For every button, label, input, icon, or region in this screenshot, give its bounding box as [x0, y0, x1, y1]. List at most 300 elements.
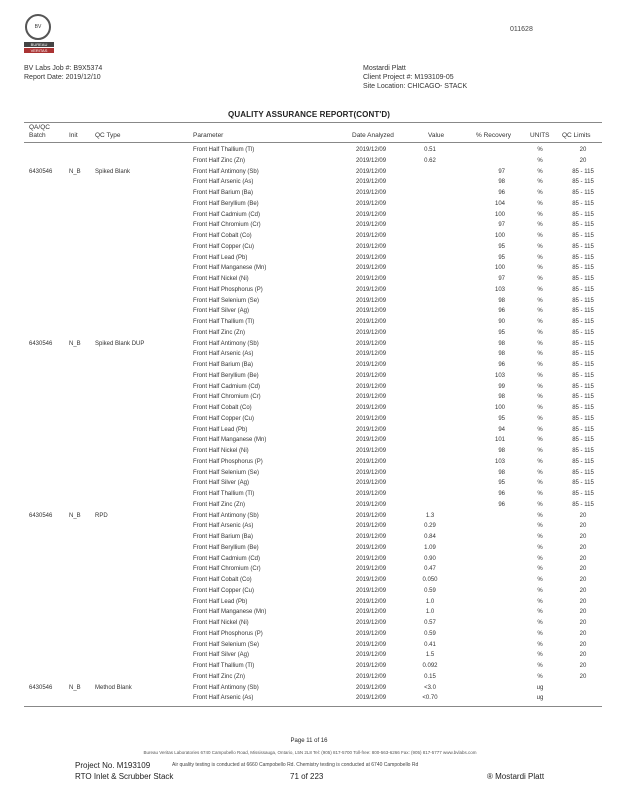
row-recovery [470, 597, 505, 608]
row-parameter: Front Half Arsenic (As) [193, 695, 254, 702]
table-row [0, 177, 618, 188]
row-units: % [537, 286, 543, 293]
row-parameter: Front Half Arsenic (As) [193, 523, 254, 530]
top-page-number: 011628 [510, 26, 533, 33]
col-header-units: UNITS [530, 132, 550, 139]
row-limits: 85 - 115 [572, 276, 594, 282]
table-row [0, 607, 618, 618]
row-limits: 85 - 115 [572, 491, 594, 497]
row-limits: 85 - 115 [572, 480, 594, 487]
table-row [0, 457, 618, 468]
table-row [0, 360, 618, 371]
row-recovery: 95 [498, 415, 505, 422]
row-date: 2019/12/09 [356, 308, 387, 315]
row-parameter: Front Half Nickel (Ni) [193, 276, 249, 282]
row-parameter: Front Half Zinc (Zn) [193, 329, 246, 336]
footer-lab-address: Bureau Veritas Laboratories 6740 Campobello Road, Mississauga, Ontario, L5N 2L8 Tel: (905) 817-5700 Toll-free: 800-563-6266 Fax: (905) 817-5777 www.bvlabs.com [143, 750, 477, 755]
row-value: 1.0 [425, 598, 435, 605]
row-recovery: 99 [498, 383, 505, 390]
row-date: 2019/12/09 [356, 329, 387, 336]
row-value [410, 392, 450, 403]
row-date: 2019/12/09 [356, 297, 387, 304]
table-row [0, 693, 618, 704]
row-limits: 85 - 115 [572, 211, 594, 218]
row-parameter: Front Half Thallium (Tl) [193, 491, 255, 497]
table-header-rule [24, 142, 602, 143]
row-units: % [537, 233, 543, 239]
row-limits: 85 - 115 [572, 265, 594, 272]
row-date: 2019/12/09 [356, 179, 387, 186]
row-value [410, 253, 450, 264]
row-recovery [470, 672, 505, 683]
row-value [410, 242, 450, 253]
row-limits: 85 - 115 [572, 415, 594, 422]
table-row [0, 371, 618, 382]
row-parameter: Front Half Lead (Pb) [193, 254, 248, 261]
table-row [0, 446, 618, 457]
row-units: % [537, 147, 543, 153]
row-recovery: 103 [494, 372, 505, 379]
row-parameter: Front Half Zinc (Zn) [193, 157, 246, 164]
row-parameter: Front Half Beryllium (Be) [193, 544, 259, 551]
row-limits: 85 - 115 [572, 233, 594, 239]
table-row [0, 145, 618, 156]
row-value [410, 188, 450, 199]
row-value [410, 446, 450, 457]
row-limits: 20 [579, 630, 587, 637]
row-recovery: 97 [498, 222, 505, 229]
row-recovery: 103 [494, 458, 505, 465]
table-row [0, 554, 618, 565]
row-units: % [537, 469, 543, 476]
row-units: % [537, 426, 543, 433]
row-units: % [537, 211, 543, 218]
table-row [0, 392, 618, 403]
row-units: % [537, 243, 543, 250]
row-date: 2019/12/09 [356, 190, 387, 196]
row-limits: 20 [579, 673, 587, 680]
row-parameter: Front Half Phosphorus (P) [193, 286, 263, 293]
row-units: % [537, 673, 543, 680]
row-value [410, 306, 450, 317]
row-parameter: Front Half Chromium (Cr) [193, 394, 261, 401]
row-date: 2019/12/09 [356, 491, 387, 497]
footer-brand [487, 772, 544, 781]
row-value: 1.0 [425, 609, 435, 616]
row-recovery: 98 [498, 340, 505, 347]
row-value: 0.47 [424, 566, 436, 573]
row-units: % [537, 190, 543, 196]
brand-mark-icon: ® [487, 772, 493, 781]
row-value: 0.51 [424, 147, 436, 153]
row-value: 0.59 [424, 587, 436, 594]
row-recovery: 95 [498, 243, 505, 250]
row-units: % [537, 523, 543, 530]
row-value: 0.41 [424, 641, 436, 648]
row-parameter: Front Half Antimony (Sb) [193, 512, 259, 519]
row-recovery: 96 [498, 501, 505, 508]
row-recovery: 98 [498, 394, 505, 401]
row-units: % [537, 480, 543, 487]
row-parameter: Front Half Thallium (Tl) [193, 147, 255, 153]
row-units: ug [536, 695, 544, 702]
row-value [410, 177, 450, 188]
table-row [0, 242, 618, 253]
row-parameter: Front Half Lead (Pb) [193, 598, 248, 605]
row-date: 2019/12/09 [356, 663, 387, 669]
row-batch: 6430546 [29, 684, 53, 691]
table-row [0, 188, 618, 199]
row-limits: 20 [579, 147, 587, 153]
row-recovery [470, 543, 505, 554]
row-limits: 85 - 115 [572, 297, 594, 304]
row-parameter: Front Half Barium (Ba) [193, 534, 254, 540]
row-parameter: Front Half Arsenic (As) [193, 351, 254, 358]
row-limits: 20 [579, 566, 587, 573]
table-row [0, 199, 618, 210]
row-limits: 85 - 115 [572, 179, 594, 186]
row-limits: 85 - 115 [572, 501, 594, 508]
table-row [0, 317, 618, 328]
row-parameter: Front Half Thallium (Tl) [193, 663, 255, 669]
row-units: ug [536, 684, 544, 691]
row-units: % [537, 405, 543, 411]
row-value [410, 403, 450, 414]
table-row [0, 210, 618, 221]
row-date: 2019/12/09 [356, 620, 387, 626]
row-units: % [537, 329, 543, 336]
col-header-parameter: Parameter [193, 132, 224, 139]
row-value [410, 371, 450, 382]
row-date: 2019/12/09 [356, 695, 387, 702]
row-date: 2019/12/09 [356, 233, 387, 239]
row-limits: 20 [579, 512, 587, 519]
table-row [0, 349, 618, 360]
row-date: 2019/12/09 [356, 501, 387, 508]
row-recovery: 104 [494, 200, 505, 207]
row-recovery: 100 [494, 405, 505, 411]
row-limits: 20 [579, 157, 587, 164]
row-init: N_B [69, 168, 81, 175]
row-date: 2019/12/09 [356, 383, 387, 390]
row-recovery [470, 629, 505, 640]
row-parameter: Front Half Silver (Ag) [193, 308, 250, 315]
row-qc-type: Method Blank [95, 684, 132, 691]
row-limits: 85 - 115 [572, 469, 594, 476]
row-units: % [537, 394, 543, 401]
row-units: % [537, 222, 543, 229]
row-date: 2019/12/09 [356, 437, 387, 444]
table-row [0, 425, 618, 436]
row-qc-type: Spiked Blank DUP [95, 340, 145, 347]
row-units: % [537, 566, 543, 573]
row-recovery [470, 145, 505, 156]
row-units: % [537, 340, 543, 347]
table-row [0, 231, 618, 242]
row-date: 2019/12/09 [356, 168, 387, 175]
row-units: % [537, 265, 543, 272]
row-parameter: Front Half Manganese (Mn) [193, 265, 267, 272]
client-project: Client Project #: M193109-05 [363, 74, 454, 81]
table-row [0, 403, 618, 414]
table-row [0, 521, 618, 532]
row-units: % [537, 437, 543, 444]
row-units: % [537, 458, 543, 465]
row-value [410, 199, 450, 210]
footer-site: RTO Inlet & Scrubber Stack [75, 772, 174, 781]
table-row [0, 661, 618, 672]
row-date: 2019/12/09 [356, 630, 387, 637]
row-recovery [470, 156, 505, 167]
row-units: % [537, 652, 543, 659]
row-date: 2019/12/09 [356, 276, 387, 282]
row-value: 1.3 [425, 512, 435, 519]
lab-job-number: BV Labs Job #: B9X5374 [24, 65, 103, 72]
table-row [0, 328, 618, 339]
row-parameter: Front Half Lead (Pb) [193, 426, 248, 433]
row-recovery [470, 607, 505, 618]
row-limits: 85 - 115 [572, 405, 594, 411]
row-units: % [537, 534, 543, 540]
row-limits: 20 [579, 534, 587, 540]
row-init: N_B [69, 340, 81, 347]
col-header-batch-line2: Batch [29, 132, 46, 139]
row-limits: 20 [579, 620, 587, 626]
row-limits: 20 [579, 641, 587, 648]
row-date: 2019/12/09 [356, 405, 387, 411]
table-row [0, 640, 618, 651]
row-parameter: Front Half Selenium (Se) [193, 641, 260, 648]
row-units: % [537, 297, 543, 304]
row-parameter: Front Half Chromium (Cr) [193, 566, 261, 573]
row-value: 0.15 [424, 673, 436, 680]
row-parameter: Front Half Cadmium (Cd) [193, 383, 261, 390]
row-value: 0.29 [424, 523, 436, 530]
row-recovery: 100 [494, 211, 505, 218]
table-row [0, 650, 618, 661]
row-parameter: Front Half Antimony (Sb) [193, 168, 259, 175]
row-value [410, 220, 450, 231]
row-value [410, 360, 450, 371]
table-row [0, 414, 618, 425]
col-header-qc-type: QC Type [95, 132, 121, 139]
row-parameter: Front Half Copper (Cu) [193, 415, 255, 422]
row-date: 2019/12/09 [356, 157, 387, 164]
row-limits: 85 - 115 [572, 340, 594, 347]
table-row [0, 167, 618, 178]
row-units: % [537, 587, 543, 594]
row-value: 1.5 [425, 652, 435, 659]
table-row [0, 220, 618, 231]
row-units: % [537, 319, 543, 325]
row-date: 2019/12/09 [356, 587, 387, 594]
row-limits: 85 - 115 [572, 286, 594, 293]
row-limits: 85 - 115 [572, 319, 594, 325]
row-date: 2019/12/09 [356, 211, 387, 218]
row-limits: 85 - 115 [572, 190, 594, 196]
logo-band-bottom: VERITAS [24, 48, 54, 53]
row-recovery: 103 [494, 286, 505, 293]
seal-icon: BV [25, 14, 51, 40]
row-units: % [537, 448, 543, 454]
row-units: % [537, 641, 543, 648]
row-date: 2019/12/09 [356, 200, 387, 207]
row-parameter: Front Half Zinc (Zn) [193, 501, 246, 508]
row-units: % [537, 276, 543, 282]
row-units: % [537, 362, 543, 368]
client-name: Mostardi Platt [363, 65, 406, 72]
row-units: % [537, 598, 543, 605]
row-recovery: 98 [498, 297, 505, 304]
row-parameter: Front Half Cobalt (Co) [193, 405, 252, 411]
row-recovery: 97 [498, 168, 505, 175]
row-value: 0.59 [424, 630, 436, 637]
row-recovery [470, 683, 505, 694]
row-batch: 6430546 [29, 340, 53, 347]
col-header-recovery: % Recovery [476, 132, 512, 139]
row-parameter: Front Half Nickel (Ni) [193, 620, 249, 626]
row-recovery [470, 661, 505, 672]
row-limits: 20 [579, 652, 587, 659]
row-parameter: Front Half Cadmium (Cd) [193, 555, 261, 562]
row-value: 0.62 [424, 157, 436, 164]
row-limits: 20 [579, 609, 587, 616]
row-units: % [537, 663, 543, 669]
bureau-veritas-logo [24, 14, 54, 58]
row-date: 2019/12/09 [356, 544, 387, 551]
row-value [410, 435, 450, 446]
row-limits: 85 - 115 [572, 222, 594, 229]
row-limits: 85 - 115 [572, 383, 594, 390]
row-date: 2019/12/09 [356, 598, 387, 605]
row-value [410, 478, 450, 489]
row-limits: 85 - 115 [572, 362, 594, 368]
table-row [0, 263, 618, 274]
row-units: % [537, 179, 543, 186]
row-units: % [537, 200, 543, 207]
table-row [0, 629, 618, 640]
row-value [410, 317, 450, 328]
row-parameter: Front Half Copper (Cu) [193, 243, 255, 250]
row-value [410, 296, 450, 307]
row-limits: 85 - 115 [572, 437, 594, 444]
row-value [410, 500, 450, 511]
row-value: 0.90 [424, 555, 436, 562]
table-row [0, 253, 618, 264]
row-parameter: Front Half Cobalt (Co) [193, 577, 252, 583]
col-header-limits: QC Limits [562, 132, 591, 139]
row-limits: 85 - 115 [572, 394, 594, 401]
row-parameter: Front Half Cobalt (Co) [193, 233, 252, 239]
row-value: 1.09 [424, 544, 436, 551]
row-units: % [537, 157, 543, 164]
row-date: 2019/12/09 [356, 426, 387, 433]
row-value [410, 167, 450, 178]
row-limits [560, 693, 606, 704]
row-value [410, 328, 450, 339]
row-parameter: Front Half Phosphorus (P) [193, 630, 263, 637]
row-units: % [537, 501, 543, 508]
logo-band-top: BUREAU [24, 42, 54, 47]
row-date: 2019/12/09 [356, 147, 387, 153]
row-value: 0.092 [422, 663, 438, 669]
row-parameter: Front Half Arsenic (As) [193, 179, 254, 186]
row-batch: 6430546 [29, 512, 53, 519]
row-recovery [470, 554, 505, 565]
row-date: 2019/12/09 [356, 641, 387, 648]
row-limits: 85 - 115 [572, 448, 594, 454]
row-limits: 85 - 115 [572, 308, 594, 315]
footer-page-of: 71 of 223 [290, 772, 324, 781]
col-header-value: Value [428, 132, 445, 139]
row-recovery: 95 [498, 329, 505, 336]
left-header [24, 64, 102, 82]
row-units: % [537, 491, 543, 497]
row-date: 2019/12/09 [356, 577, 387, 583]
row-recovery: 98 [498, 351, 505, 358]
row-units: % [537, 383, 543, 390]
row-recovery: 95 [498, 254, 505, 261]
report-date: Report Date: 2019/12/10 [24, 74, 101, 81]
row-parameter: Front Half Silver (Ag) [193, 652, 250, 659]
row-date: 2019/12/09 [356, 534, 387, 540]
row-limits: 85 - 115 [572, 458, 594, 465]
row-units: % [537, 351, 543, 358]
row-recovery: 96 [498, 190, 505, 196]
row-date: 2019/12/09 [356, 265, 387, 272]
row-limits: 85 - 115 [572, 200, 594, 207]
row-recovery [470, 586, 505, 597]
row-date: 2019/12/09 [356, 243, 387, 250]
row-recovery [470, 640, 505, 651]
row-value [410, 382, 450, 393]
row-parameter: Front Half Chromium (Cr) [193, 222, 261, 229]
row-recovery: 100 [494, 233, 505, 239]
row-date: 2019/12/09 [356, 566, 387, 573]
table-row [0, 478, 618, 489]
row-parameter: Front Half Barium (Ba) [193, 362, 254, 368]
row-value [410, 210, 450, 221]
row-date: 2019/12/09 [356, 362, 387, 368]
row-limits: 85 - 115 [572, 329, 594, 336]
row-recovery [470, 693, 505, 704]
table-row [0, 683, 618, 694]
table-row [0, 564, 618, 575]
row-limits: 85 - 115 [572, 426, 594, 433]
table-row [0, 382, 618, 393]
row-parameter: Front Half Antimony (Sb) [193, 684, 259, 691]
col-header-init: Init [69, 132, 78, 139]
row-units: % [537, 577, 543, 583]
row-units: % [537, 372, 543, 379]
row-date: 2019/12/09 [356, 555, 387, 562]
row-date: 2019/12/09 [356, 512, 387, 519]
row-recovery: 97 [498, 276, 505, 282]
row-recovery: 98 [498, 448, 505, 454]
row-recovery [470, 650, 505, 661]
report-title: QUALITY ASSURANCE REPORT(CONT'D) [228, 110, 390, 119]
row-date: 2019/12/09 [356, 684, 387, 691]
row-limits: 20 [579, 555, 587, 562]
table-row [0, 156, 618, 167]
row-parameter: Front Half Barium (Ba) [193, 190, 254, 196]
row-parameter: Front Half Manganese (Mn) [193, 609, 267, 616]
row-units: % [537, 544, 543, 551]
row-parameter: Front Half Phosphorus (P) [193, 458, 263, 465]
brand-name: Mostardi Platt [495, 772, 545, 781]
row-recovery: 96 [498, 308, 505, 315]
row-parameter: Front Half Copper (Cu) [193, 587, 255, 594]
